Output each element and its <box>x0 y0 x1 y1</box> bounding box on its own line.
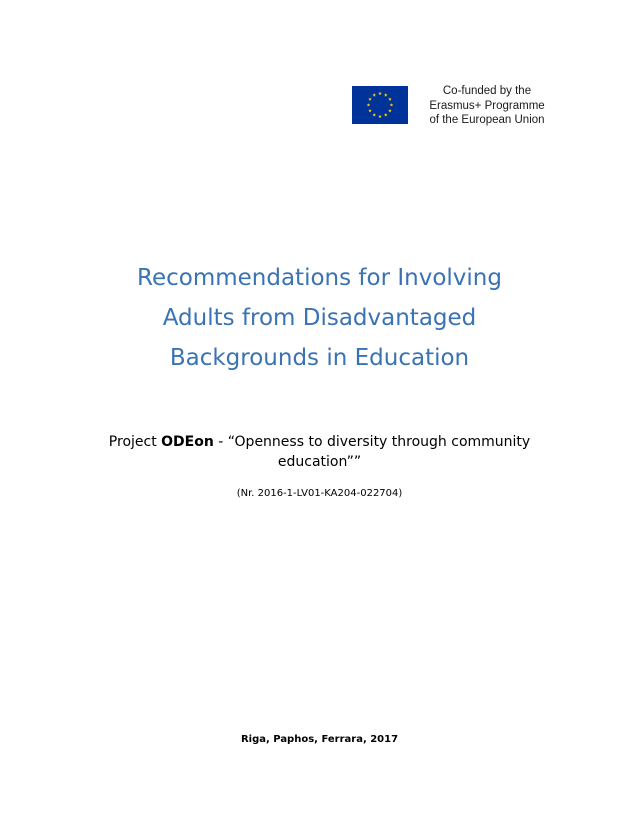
subtitle-line-2: education”” <box>277 454 362 470</box>
title-line-3: Backgrounds in Education <box>169 345 470 371</box>
subtitle-line-1 <box>80 432 559 452</box>
title-line-1: Recommendations for Involving <box>137 265 502 291</box>
cofund-line-1: Co-funded by the <box>442 85 532 97</box>
cofund-line-2: Erasmus+ Programme <box>429 99 545 112</box>
project-number: (Nr. 2016-1-LV01-KA204-022704) <box>236 488 403 499</box>
project-subtitle <box>80 432 559 472</box>
eu-flag-icon <box>352 86 408 124</box>
place-date: Riga, Paphos, Ferrara, 2017 <box>240 734 399 745</box>
project-description-1: - “Openness to diversity through community <box>213 434 531 450</box>
document-title <box>60 258 579 378</box>
project-name: ODEon <box>161 434 214 450</box>
title-line-2: Adults from Disadvantaged <box>162 305 477 331</box>
cofund-caption <box>417 84 557 128</box>
project-prefix: Project <box>108 434 162 450</box>
cofund-line-3: of the European Union <box>429 114 545 126</box>
